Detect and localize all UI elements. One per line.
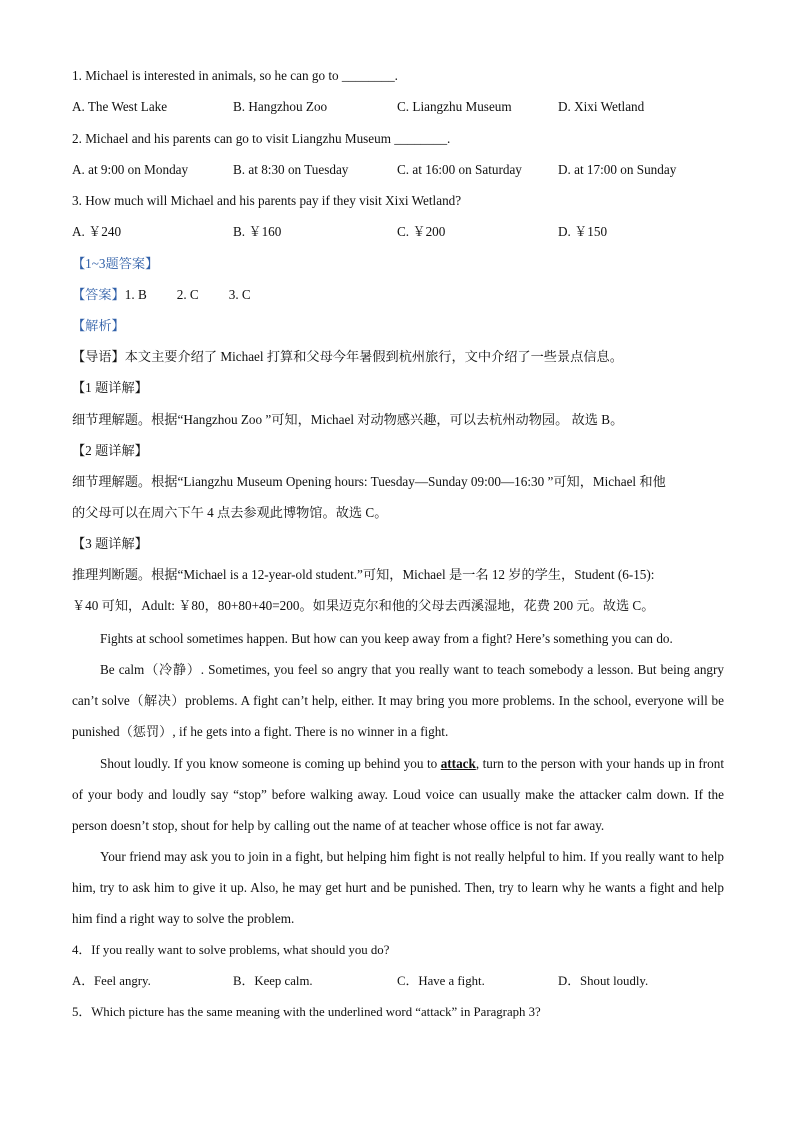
- detail-1-text: 细节理解题。根据“Hangzhou Zoo ”可知，Michael 对动物感兴趣，可以去杭州动物园。 故选 B。: [72, 412, 624, 427]
- q1-option-a: A. The West Lake: [72, 99, 168, 114]
- passage-paragraph-4: Your friend may ask you to join in a fight, but helping him fight is not really helpful to him. If you really want to help him, try to ask him to give it up. Also, he may get hurt and be punished. Then, try to learn why he wants a fight and help him find a right way to solve the problem.: [72, 849, 724, 926]
- answer-1: 1. B: [124, 287, 147, 302]
- q3-option-d: D. ￥150: [558, 224, 608, 239]
- q4-option-d: D．Shout loudly.: [558, 974, 649, 988]
- detail-2-line-2: 的父母可以在周六下午 4 点去参观此博物馆。故选 C。: [72, 505, 388, 520]
- answer-label: 【答案】: [72, 287, 125, 302]
- q1-option-d: D. Xixi Wetland: [558, 99, 645, 114]
- analysis-label: 【解析】: [72, 318, 125, 333]
- detail-2-title: 【2 题详解】: [72, 443, 148, 458]
- question-5-stem: 5．Which picture has the same meaning with the underlined word “attack” in Paragraph 3?: [72, 1005, 541, 1019]
- q2-option-a: A. at 9:00 on Monday: [72, 162, 189, 177]
- q3-option-b: B. ￥160: [233, 224, 282, 239]
- detail-1-title: 【1 题详解】: [72, 380, 148, 395]
- detail-2-line-1: 细节理解题。根据“Liangzhu Museum Opening hours: Tuesday—Sunday 09:00—16:30 ”可知，Michael 和他: [72, 474, 666, 489]
- passage-paragraph-3: Shout loudly. If you know someone is coming up behind you to attack, turn to the person with your hands up in front of your body and loudly say “stop” before walking away. Loud voice can usually make the attacker calm down. If the person doesn’t stop, shout for help by calling out the name of at teacher whose office is not far away.: [72, 756, 725, 833]
- q4-option-c: C．Have a fight.: [397, 974, 485, 988]
- question-1-stem: 1. Michael is interested in animals, so he can go to ________.: [72, 68, 398, 83]
- answer-section-title: 【1~3题答案】: [72, 256, 159, 271]
- q2-option-b: B. at 8:30 on Tuesday: [233, 162, 349, 177]
- q1-option-b: B. Hangzhou Zoo: [233, 99, 328, 114]
- q2-option-c: C. at 16:00 on Saturday: [397, 162, 522, 177]
- q1-option-c: C. Liangzhu Museum: [397, 99, 512, 114]
- q2-option-d: D. at 17:00 on Sunday: [558, 162, 677, 177]
- detail-3-line-1: 推理判断题。根据“Michael is a 12-year-old student.”可知，Michael 是一名 12 岁的学生，Student (6-15):: [72, 567, 655, 582]
- q4-option-a: A．Feel angry.: [72, 974, 151, 988]
- detail-3-title: 【3 题详解】: [72, 536, 148, 551]
- q4-option-b: B．Keep calm.: [233, 974, 313, 988]
- question-2-stem: 2. Michael and his parents can go to visit Liangzhu Museum ________.: [72, 131, 451, 146]
- question-4-stem: 4．If you really want to solve problems, what should you do?: [72, 943, 390, 957]
- passage-paragraph-1: Fights at school sometimes happen. But how can you keep away from a fight? Here’s something you can do.: [100, 631, 673, 646]
- q3-option-c: C. ￥200: [397, 224, 446, 239]
- guide-text: 【导语】本文主要介绍了 Michael 打算和父母今年暑假到杭州旅行，文中介绍了一些景点信息。: [72, 349, 623, 364]
- answer-2: 2. C: [176, 287, 199, 302]
- underlined-word-attack: attack: [440, 756, 476, 771]
- passage-paragraph-2: Be calm（冷静）. Sometimes, you feel so angry that you really want to teach somebody a lesson. But being angry can’t solve（解决）problems. A fight can’t help, either. It may bring you more problems. In the school, everyone will be punished（惩罚）, if he gets into a fight. There is no winner in a fight.: [72, 662, 724, 739]
- q3-option-a: A. ￥240: [72, 224, 122, 239]
- answer-row: [72, 286, 251, 304]
- question-3-stem: 3. How much will Michael and his parents pay if they visit Xixi Wetland?: [72, 193, 462, 208]
- answer-3: 3. C: [228, 287, 251, 302]
- detail-3-line-2: ￥40 可知，Adult: ￥80，80+80+40=200。如果迈克尔和他的父母去西溪湿地，花费 200 元。故选 C。: [72, 598, 655, 613]
